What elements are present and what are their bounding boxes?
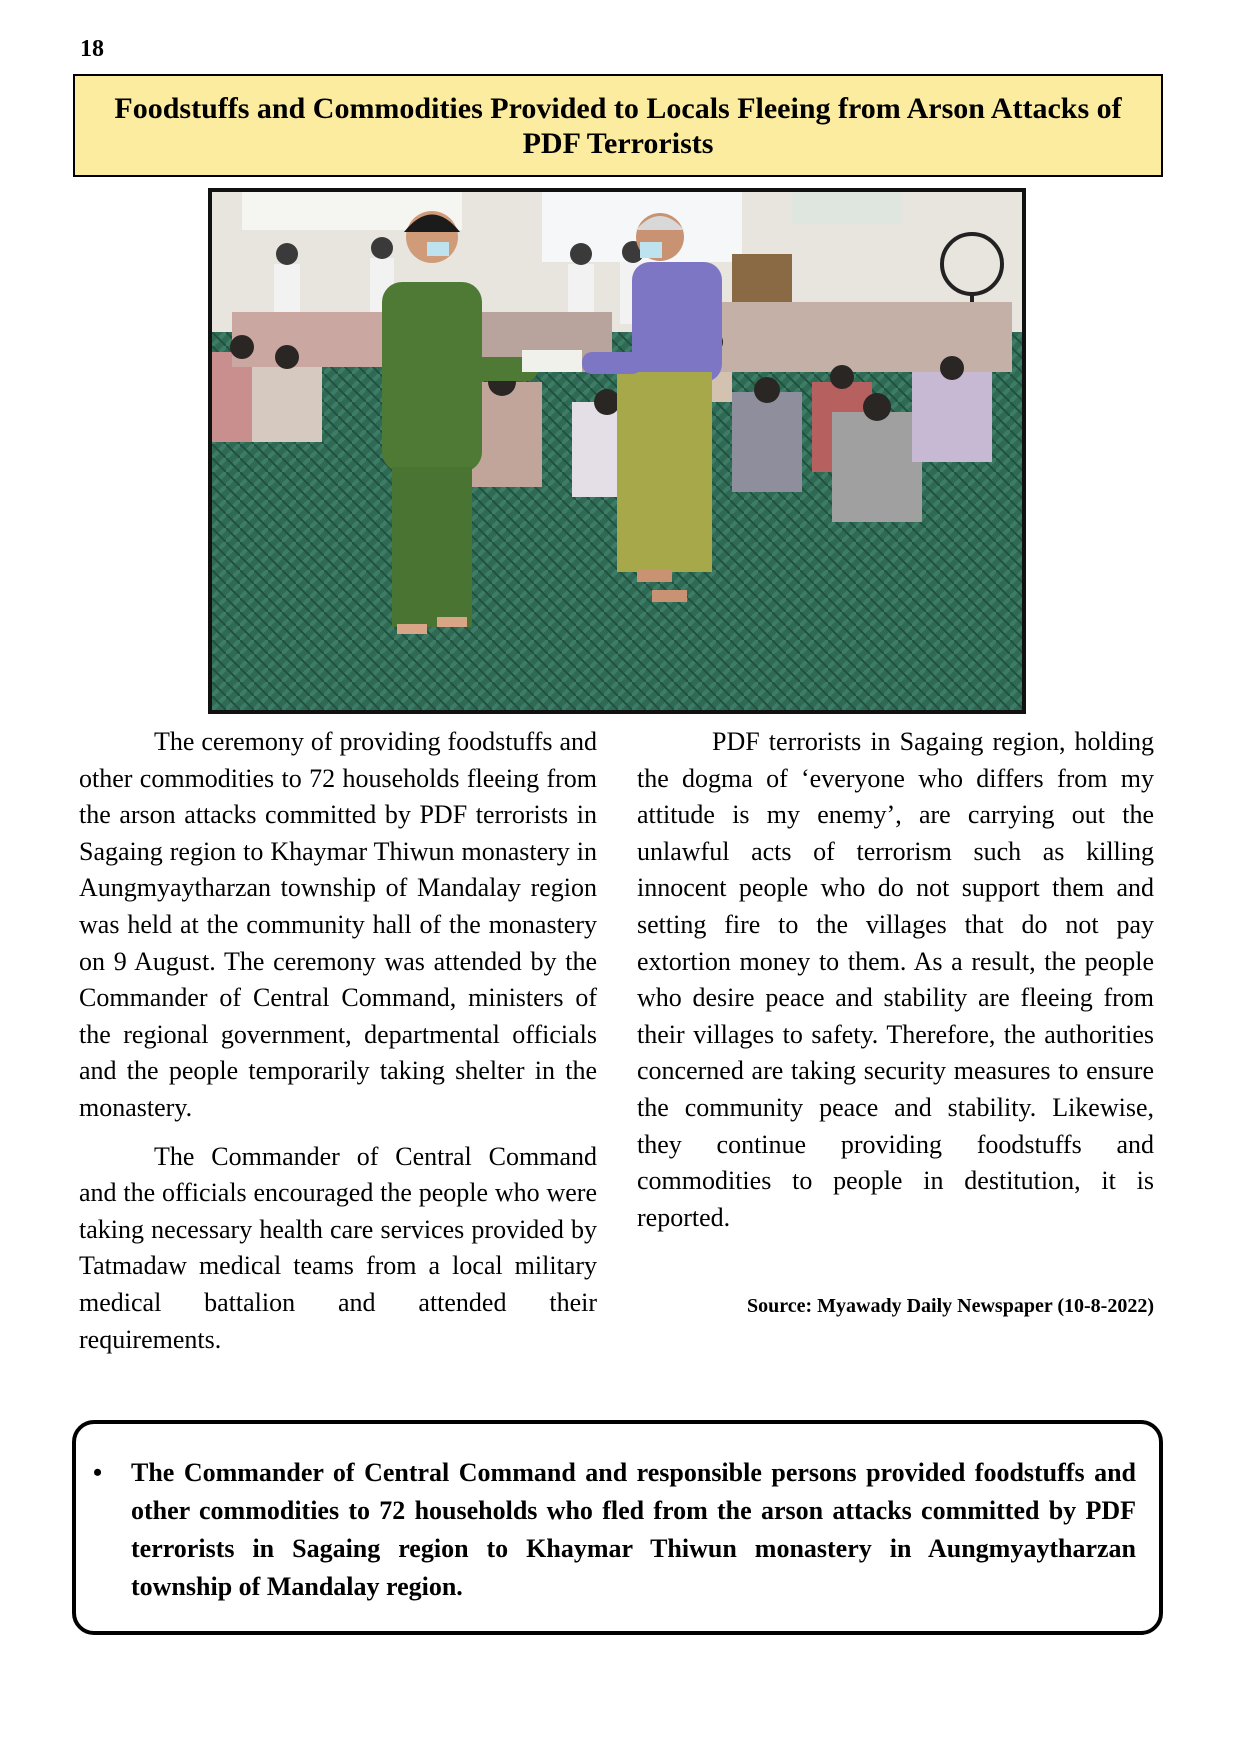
left-paragraph-1: The ceremony of providing foodstuffs and other commodities to 72 households fleeing from the arson attacks committed by PDF terrorists in Sagaing region to Khaymar Thiwun monastery in Aungmyaytharzan township of Mandalay region was held at the community hall of the monastery on 9 August. The ceremony was attended by the Commander of Central Command, ministers of the regional government, departmental officials and the people temporarily taking shelter in the monastery. (79, 727, 597, 1122)
summary-box (72, 1420, 1163, 1635)
right-column (637, 724, 1154, 1236)
gift-package (522, 350, 582, 372)
summary-item (93, 1454, 1136, 1606)
photo-illustration (212, 192, 1022, 710)
source-credit: Source: Myawady Daily Newspaper (10-8-2022) (746, 1295, 1154, 1317)
bullet-icon: • (93, 1458, 103, 1487)
left-column (79, 724, 597, 1358)
article-photo (208, 188, 1026, 714)
left-paragraph-2: The Commander of Central Command and the officials encouraged the people who were taking necessary health care services provided by Tatmadaw medical teams from a local military medical battalion and attended their requirements. (79, 1141, 597, 1354)
page-number: 18 (80, 36, 104, 62)
article-title-box (73, 74, 1163, 177)
summary-text: The Commander of Central Command and responsible persons provided foodstuffs and other commodities to 72 households who fled from the arson attacks committed by PDF terrorists in Sagaing region to Khaymar Thiwun monastery in Aungmyaytharzan township of Mandalay region. (131, 1458, 1136, 1601)
right-paragraph-1: PDF terrorists in Sagaing region, holding the dogma of ‘everyone who differs from my attitude is my enemy’, are carrying out the unlawful acts of terrorism such as killing innocent people who do not support them and setting fire to the villages that do not pay extortion money to them. As a result, the people who desire peace and stability are fleeing from their villages to safety. Therefore, the authorities concerned are taking security measures to ensure the community peace and stability. Likewise, they continue providing foodstuffs and commodities to people in destitution, it is reported. (637, 727, 1154, 1232)
article-title: Foodstuffs and Commodities Provided to Locals Fleeing from Arson Attacks of PDF Terrorists (114, 91, 1122, 160)
